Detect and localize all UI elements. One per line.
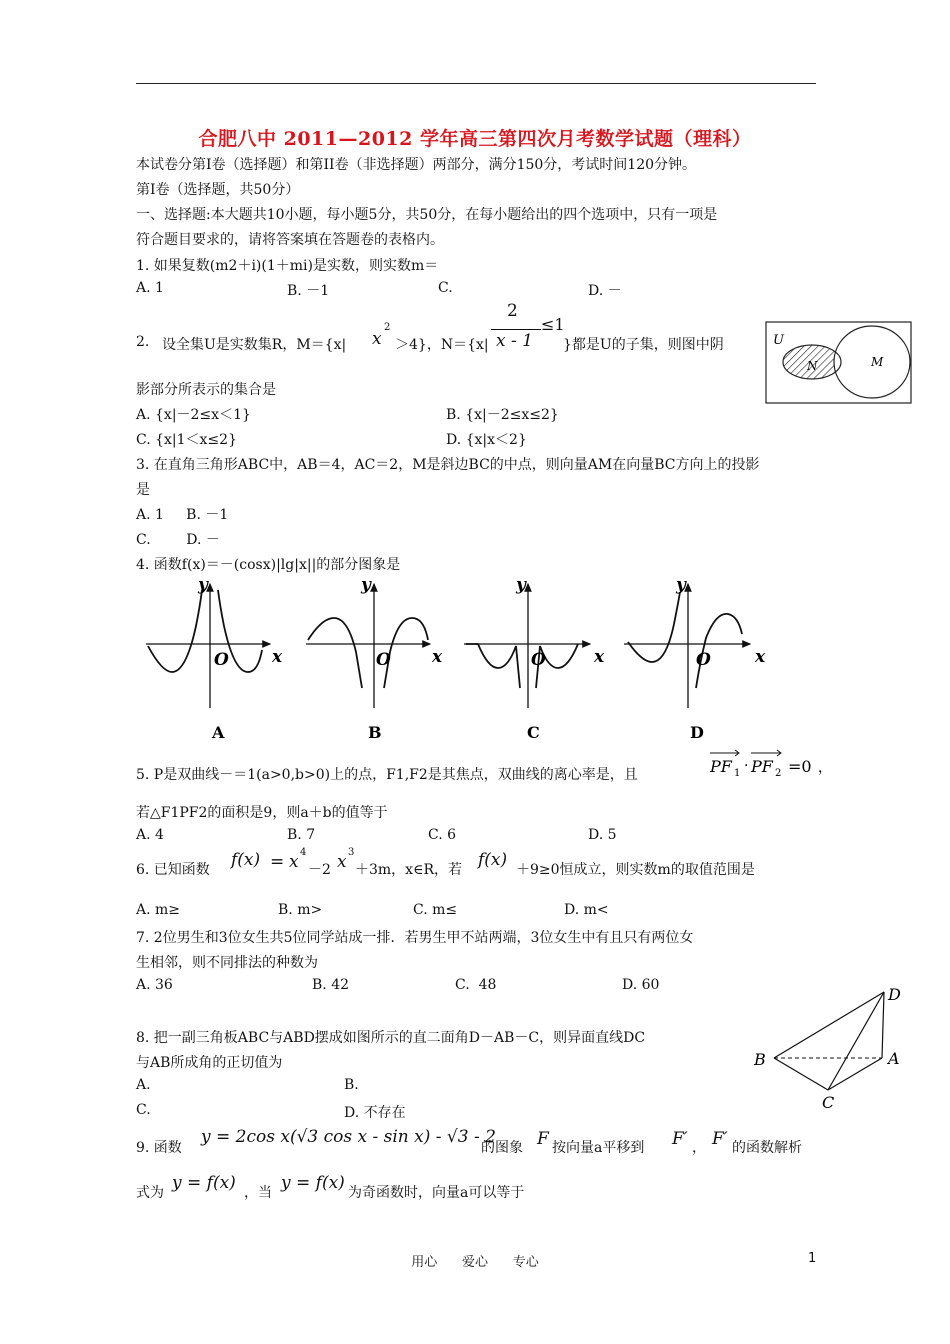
q7-option-b: B. 42 <box>312 977 350 993</box>
svg-text:O: O <box>696 650 711 670</box>
svg-text:x: x <box>755 647 766 667</box>
svg-text:x: x <box>432 647 443 667</box>
svg-text:B: B <box>754 1050 766 1069</box>
q5-option-d: D. 5 <box>588 827 617 843</box>
q9-number: 9. 函数 <box>136 1140 182 1156</box>
q7-option-d: D. 60 <box>622 977 660 993</box>
q9-mid3: ， <box>692 1140 706 1156</box>
q6-x3: x <box>337 852 347 872</box>
q8-triangle-figure <box>748 980 918 1112</box>
q6-power4: 4 <box>300 847 307 858</box>
svg-text:C: C <box>527 723 540 742</box>
q5-option-b: B. 7 <box>287 827 316 843</box>
q9-f: F <box>537 1129 549 1149</box>
venn-label-u: U <box>773 333 784 348</box>
q8-option-c: C. <box>136 1102 151 1118</box>
q1-stem: 1. 如果复数(m2＋i)(1＋mi)是实数，则实数m＝ <box>136 258 439 274</box>
q2-option-d: D. {x|x＜2} <box>446 432 527 448</box>
q4-graph-c <box>464 575 605 742</box>
venn-label-m: M <box>871 355 884 369</box>
q2-frac-denominator: x - 1 <box>496 331 533 351</box>
q2-frac-numerator: 2 <box>507 301 518 321</box>
q9-mid2: 按向量a平移到 <box>552 1140 645 1156</box>
q3-continuation: 是 <box>136 482 150 498</box>
q6-option-d: D. m< <box>564 902 609 918</box>
footer-text: 用心 爱心 专心 <box>411 1255 539 1270</box>
q5-stem: 5. P是双曲线－＝1(a>0,b>0)上的点，F1,F2是其焦点，双曲线的离心率是，且 <box>136 767 638 783</box>
q5-option-a: A. 4 <box>136 827 164 843</box>
svg-text:D: D <box>888 985 901 1004</box>
q7-option-a: A. 36 <box>136 977 173 993</box>
q9-yfx: y = f(x) <box>172 1173 236 1193</box>
q8-option-b: B. <box>344 1077 359 1093</box>
svg-text:1: 1 <box>734 768 741 779</box>
svg-text:2: 2 <box>775 768 782 779</box>
q2-option-a: A. {x|－2≤x＜1} <box>136 407 251 423</box>
q1-option-c: C. <box>438 280 453 296</box>
q9-post: 的函数解析 <box>732 1140 802 1156</box>
intro-text: 本试卷分第Ⅰ卷（选择题）和第II卷（非选择题）两部分，满分150分，考试时间120分钟。 <box>136 157 697 173</box>
q4-graphs <box>138 568 778 746</box>
q7-stem: 7. 2位男生和3位女生共5位同学站成一排．若男生甲不站两端，3位女生中有且只有两位女 <box>136 930 694 946</box>
q4-graph-b <box>306 575 443 742</box>
q2-le-one: ≤1 <box>541 315 565 334</box>
q8-option-d: D. 不存在 <box>344 1105 406 1121</box>
q2-stem-mid: ＞4}，N＝{x| <box>395 337 489 353</box>
q3-options-ab: A. 1 B. －1 <box>136 507 229 523</box>
q4-graph-a <box>146 575 283 742</box>
q7-option-c: C. 48 <box>455 977 497 993</box>
q2-option-c: C. {x|1＜x≤2} <box>136 432 237 448</box>
svg-text:O: O <box>531 650 546 670</box>
svg-text:B: B <box>368 723 382 742</box>
svg-text:·: · <box>744 758 749 774</box>
q9-cont-post: 为奇函数时，向量a可以等于 <box>348 1185 525 1201</box>
q5-continuation: 若△F1PF2的面积是9，则a＋b的值等于 <box>136 805 388 821</box>
q3-options-cd: C. D. － <box>136 532 220 548</box>
page-number: 1 <box>808 1251 817 1266</box>
svg-text:D: D <box>690 723 704 742</box>
q6-equals: = <box>270 852 285 872</box>
section1-line2: 符合题目要求的，请将答案填在答题卷的表格内。 <box>136 232 444 248</box>
q6-option-a: A. m≥ <box>136 902 181 918</box>
svg-text:x: x <box>272 647 283 667</box>
svg-text:C: C <box>822 1093 835 1112</box>
q2-stem-pre: 设全集U是实数集R，M＝{x| <box>162 337 347 353</box>
venn-diagram <box>765 321 913 405</box>
svg-text:O: O <box>214 650 229 670</box>
q8-continuation: 与AB所成角的正切值为 <box>136 1055 283 1071</box>
q2-frac-bar <box>491 329 541 330</box>
svg-text:y: y <box>361 575 371 595</box>
q5-option-c: C. 6 <box>428 827 457 843</box>
q9-f-prime: F′ <box>672 1129 688 1149</box>
q9-formula: y = 2cos x(√3 cos x - sin x) - √3 - 2 <box>201 1127 496 1147</box>
q6-power3: 3 <box>348 847 355 858</box>
svg-text:=0: =0 <box>788 757 812 776</box>
svg-text:O: O <box>376 650 391 670</box>
part1-heading: 第Ⅰ卷（选择题，共50分） <box>136 182 300 198</box>
q9-yfx2: y = f(x) <box>281 1173 345 1193</box>
q4-graph-d <box>624 575 766 742</box>
q7-continuation: 生相邻，则不同排法的种数为 <box>136 955 318 971</box>
svg-text:y: y <box>516 575 526 595</box>
q9-cont-pre: 式为 <box>136 1185 164 1201</box>
svg-text:PF: PF <box>751 757 773 776</box>
q5-vector-expression <box>704 748 834 782</box>
q2-option-b: B. {x|－2≤x≤2} <box>446 407 559 423</box>
q2-continuation: 影部分所表示的集合是 <box>136 382 276 398</box>
q8-option-a: A. <box>136 1077 151 1093</box>
q6-option-c: C. m≤ <box>413 902 458 918</box>
svg-text:x: x <box>594 647 605 667</box>
q6-x4: x <box>289 852 299 872</box>
q6-fx2: f(x) <box>478 850 508 870</box>
q1-option-d: D. － <box>588 283 622 299</box>
venn-label-n: N <box>807 359 818 373</box>
page-title: 合肥八中 2011—2012 学年高三第四次月考数学试题（理科） <box>198 128 752 150</box>
q9-f-prime-2: F′ <box>712 1129 728 1149</box>
q2-x: x <box>372 329 382 349</box>
svg-text:y: y <box>676 575 686 595</box>
q6-prefix: 6. 已知函数 <box>136 862 210 878</box>
header-rule <box>136 83 816 84</box>
svg-text:y: y <box>198 575 208 595</box>
q6-post: ＋9≥0恒成立，则实数m的取值范围是 <box>516 862 755 878</box>
q9-mid: 的图象 <box>481 1140 523 1156</box>
q1-option-b: B. －1 <box>287 283 330 299</box>
svg-text:PF: PF <box>710 757 732 776</box>
svg-text:A: A <box>888 1049 900 1068</box>
q2-exponent: 2 <box>384 322 391 333</box>
q6-option-b: B. m> <box>278 902 323 918</box>
svg-text:A: A <box>212 723 225 742</box>
q6-mid: ＋3m，x∈R，若 <box>355 862 462 878</box>
q3-stem: 3. 在直角三角形ABC中，AB＝4，AC＝2，M是斜边BC的中点，则向量AM在向量BC方向上的投影 <box>136 457 760 473</box>
q6-fx: f(x) <box>231 850 261 870</box>
q2-stem-post: }都是U的子集，则图中阴 <box>563 337 724 353</box>
q2-number: 2. <box>136 334 150 350</box>
section1-line1: 一、选择题:本大题共10小题，每小题5分，共50分，在每小题给出的四个选项中，只有一项是 <box>136 207 718 223</box>
q1-option-a: A. 1 <box>136 280 164 296</box>
q6-minus2: －2 <box>308 862 331 878</box>
q8-stem: 8. 把一副三角板ABC与ABD摆成如图所示的直二面角D－AB－C，则异面直线DC <box>136 1030 646 1046</box>
q5-vector-tail: ， <box>818 760 832 776</box>
q9-cont-mid: ，当 <box>244 1185 272 1201</box>
q4-stem: 4. 函数f(x)＝－(cosx)|lg|x||的部分图象是 <box>136 557 401 573</box>
